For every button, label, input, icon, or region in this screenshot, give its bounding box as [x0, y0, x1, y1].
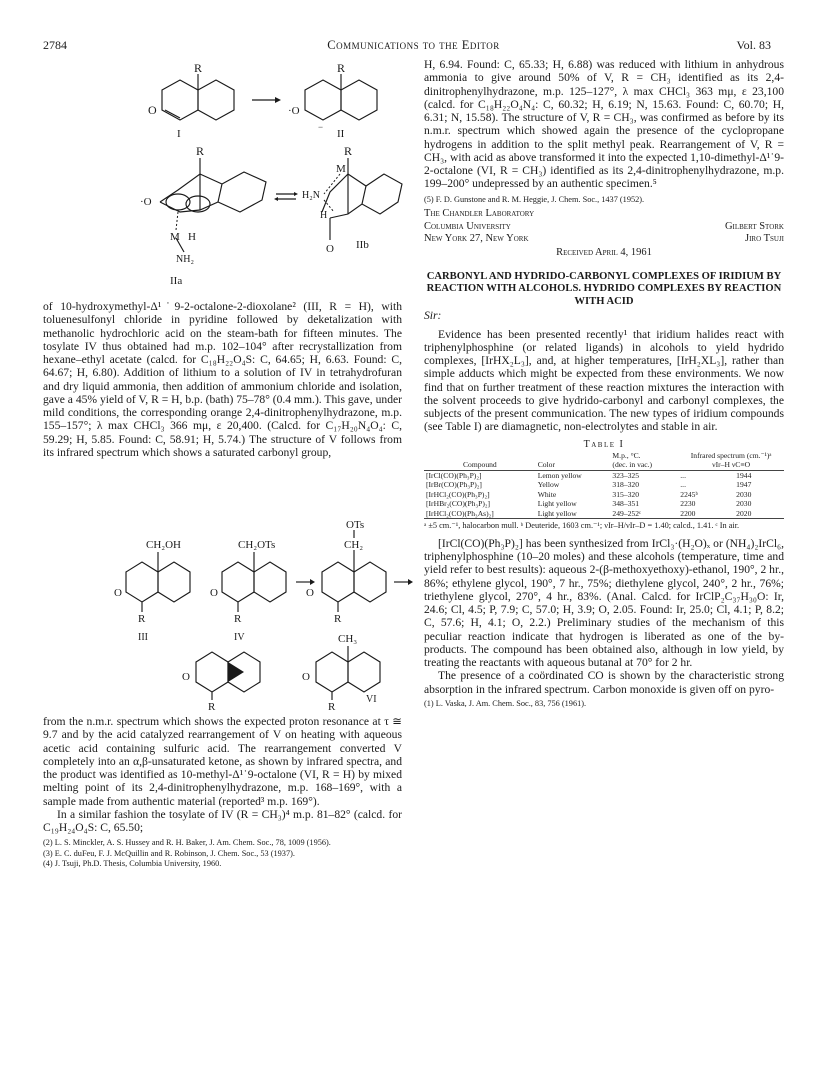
author-name: Gilbert Stork	[724, 220, 784, 232]
arrow-right-icon	[394, 579, 413, 585]
label-CH2OH: CH₂OH	[146, 539, 182, 551]
left-column	[43, 300, 402, 459]
scheme-mid	[110, 519, 410, 713]
col-compound: Compound	[462, 460, 497, 470]
structure-IIb	[302, 144, 402, 255]
footnote-4: (4) J. Tsuji, Ph.D. Thesis, Columbia University, 1960.	[43, 859, 222, 869]
article-title: CARBONYL AND HYDRIDO-CARBONYL COMPLEXES OF IRIDIUM BY REACTION WITH ALCOHOLS. HYDRIDO COMPLEXES BY REACTION WITH ACID	[426, 270, 782, 307]
label-VI: VI	[366, 694, 377, 705]
label-M: M	[170, 231, 180, 243]
label-III: III	[138, 632, 148, 643]
label-O: O	[326, 243, 334, 255]
label-R: R	[194, 61, 203, 75]
scheme-top	[140, 62, 400, 292]
paragraph: [IrCl(CO)(Ph₃P)₂] has been synthesized from IrCl₃·(H₂O)ₓ or (NH₄)₂IrCl₆, triphenylphosphine (10–20 moles) and these alcohols (temperature, time and yield refer to best results): aqueous 2-(β-methoxyethoxy)-ethanol, 190°, 2 hr., 86%; ethylene glycol, 190°, 7 hr., 75%; diethylene glycol, 240°, 2 hr., 76%; triethylene glycol, 270°, 4 hr., 83%. (Anal. Calcd. for IrClP₂C₃₇H₃₀O: Ir, 24.6; Cl, 4.5; P, 7.9; C, 57.0; H, 3.9; O, 2.05. Found: Ir, 25.0; Cl, 4.1; P, 8.2; C, 57.6; H, 4.1; O, 2.2.) Preliminary studies of the mechanism of this peculiar reaction indicate that hydrogen is liberated as one of the by-products. The compound has been obtained also, although in low yield, by treating the reactants with aqueous butanal at 70° for 2 hr.	[424, 536, 784, 669]
table-row: [IrCl(CO)(Ph₃P)₂] Lemon yellow 323–325 ... 1944	[426, 470, 752, 480]
structure-V	[182, 652, 260, 713]
arrow-right-icon	[252, 97, 281, 103]
salutation: Sir:	[424, 309, 442, 323]
address-block	[424, 233, 784, 246]
received-date: Received April 4, 1961	[556, 246, 652, 258]
label-O: O	[148, 103, 157, 117]
label-H: H	[320, 210, 328, 221]
table-row: [IrBr(CO)(Ph₃P)₂] Yellow 318–320 ... 1947	[426, 480, 752, 490]
data-table	[424, 451, 784, 520]
page-number: 2784	[43, 38, 67, 52]
label-R: R	[337, 61, 346, 75]
label-IIa: IIa	[170, 275, 183, 287]
structure-III	[114, 539, 190, 643]
label-I: I	[177, 128, 181, 140]
volume-label: Vol. 83	[736, 38, 771, 52]
label-CH2OTs: CH₂OTs	[238, 539, 276, 551]
city-name: New York 27, New York	[424, 233, 529, 244]
label-R: R	[334, 613, 342, 625]
lab-name: The Chandler Laboratory	[424, 208, 535, 219]
paragraph: of 10-hydroxymethyl-Δ¹˙9-2-octalone-2-dioxolane² (III, R = H), with toluenesulfonyl chloride in pyridine followed by deketalization with methanolic hydrochloric acid on the steam-bath for fifteen minutes. The tosylate IV thus obtained had m.p. 102–104° after recrystallization from hexane–ethyl acetate (calcd. for C₁₈H₂₂O₄S: C, 64.65; H, 6.63. Found: C, 64.67; H, 6.80). Addition of lithium to a solution of IV in tetrahydrofuran and dry liquid ammonia, then addition of ammonium chloride and isolation, gave a 45% yield of V, R = H, b.p. (bath) 75–78° (0.4 mm.). This gave, under mild conditions, the corresponding orange 2,4-dinitrophenylhydrazone, m.p. 155–157°; λ max CHCl₃ 366 mμ, ε 20,400. (Calcd. for C₁₇H₂₀N₄O₄: C, 59.29; H, 5.85. Found: C, 58.91; H, 5.74.) The structure of V follows from its infrared spectrum which shows a saturated carbonyl group,	[43, 300, 402, 459]
structure-IV-anion	[306, 519, 386, 625]
left-column-continued	[43, 715, 402, 870]
label-CH2: CH₂	[344, 539, 364, 551]
label-CH3: CH₃	[338, 633, 358, 645]
label-R: R	[196, 144, 205, 158]
structure-IV	[210, 539, 286, 643]
label-O: O	[182, 671, 190, 683]
footnote-5: (5) F. D. Gunstone and R. M. Heggie, J. Chem. Soc., 1437 (1952).	[424, 194, 645, 204]
right-column	[424, 58, 784, 709]
address-block	[424, 221, 784, 234]
col-ir: Infrared spectrum (cm.⁻¹)ᵃ νIr–H νC≡O	[690, 450, 772, 470]
paragraph: H, 6.94. Found: C, 65.33; H, 6.88) was reduced with lithium in anhydrous ammonia to give around 50% of V, R = CH₃ identified as its 2,4-dinitrophenylhydrazone, m.p. 125–127°, λ max CHCl₃ 363 mμ, ε 23,100 (calcd. for C₁₈H₂₂O₄N₄: C, 60.32; H, 6.19; N, 15.63. Found: C, 60.70; H, 6.31; N, 15.58). The structure of V, R = CH₃, was confirmed as before by its n.m.r. spectrum which showed again the presence of the cyclopropane hydrogens in addition to the split methyl peak. Rearrangement of V, R = CH₃, with acid as above transformed it into the expected 1,10-dimethyl-Δ¹˙9-2-octalone (VI, R = CH₃) identified as its 2,4-dinitrophenylhydrazone, m.p. 199–200° undepressed by an authentic specimen.⁵	[424, 58, 784, 191]
label-O-radical: ·O	[288, 105, 300, 117]
structure-VI	[302, 633, 380, 713]
label-H: H	[188, 231, 196, 243]
paragraph: Evidence has been presented recently¹ that iridium halides react with triphenylphosphine (or related ligands) in alcohols to yield hydrido complexes, [IrHX₂L₃], and, at higher temperatures, [IrH₂XL₃], rather than simple adducts which might be expected from these environments. We now find that on further treatment of these reaction mixtures the interaction with the solvent proceeds to give hydrido-carbonyl and carbonyl complexes, the subjects of the present communication. The new types of iridium compounds (see Table I) are diamagnetic, non-electrolytes and stable in air.	[424, 327, 784, 434]
label-O: O	[210, 587, 218, 599]
table-row: [IrHBr₂(CO)(Ph₃P)₂] Light yellow 348–351 2230 2030	[426, 499, 752, 509]
table-caption: Table I	[583, 438, 625, 450]
structure-IIa	[140, 144, 266, 287]
address-block	[424, 208, 784, 221]
table-header	[424, 451, 784, 471]
label-O-radical: ·O	[140, 196, 152, 208]
paragraph: In a similar fashion the tosylate of IV (R = CH₃)⁴ m.p. 81–82° (calcd. for C₁₉H₂₄O₄S: C, 65.50;	[43, 807, 402, 834]
label-OTs: OTs	[346, 519, 365, 531]
label-R: R	[208, 701, 216, 713]
label-IV: IV	[234, 632, 245, 643]
table-row: [IrHCl₂(CO)(Ph₃As)₂] Light yellow 249–252ᶜ 2200 2020	[424, 509, 784, 519]
label-R: R	[328, 701, 336, 713]
table-row: [IrHCl₂(CO)(Ph₃P)₂] White 315–320 2245ᵇ 2030	[426, 489, 752, 499]
footnote-1: (1) L. Vaska, J. Am. Chem. Soc., 83, 756 (1961).	[424, 698, 587, 708]
paragraph: The presence of a coördinated CO is shown by the characteristic strong absorption in the infrared spectrum. Carbon monoxide is given off on pyro-	[424, 669, 784, 696]
university-name: Columbia University	[424, 220, 511, 232]
label-O: O	[302, 671, 310, 683]
col-mp: M.p., °C. (dec. in vac.)	[612, 450, 653, 470]
label-O: O	[114, 587, 122, 599]
arrow-right-icon	[296, 579, 315, 585]
paragraph: from the n.m.r. spectrum which shows the expected proton resonance at τ ≅ 9.7 and by the acid catalyzed rearrangement of V on heating with aqueous acetic acid containing sulfuric acid. The rearrangement converted V completely into an α,β-unsaturated ketone, as shown by infrared spectra, and the product was identified as 10-methyl-Δ¹˙9-octalone (VI, R = H) by mixed melting point of its 2,4-dinitrophenylhydrazone, m.p. 168–169°, with a sample made from authentic material (reported³ m.p. 169°).	[43, 715, 402, 808]
footnote-3: (3) E. C. duFeu, F. J. McQuillin and R. Robinson, J. Chem. Soc., 53 (1937).	[43, 848, 295, 858]
running-title: Communications to the Editor	[327, 38, 500, 52]
label-NH2: NH₂	[176, 254, 194, 265]
label-IIb: IIb	[356, 239, 369, 251]
label-O: O	[306, 587, 314, 599]
equilibrium-arrows-icon	[274, 192, 298, 201]
structure-I	[148, 61, 234, 140]
label-R: R	[138, 613, 146, 625]
author-name: Jiro Tsuji	[745, 233, 784, 244]
label-H2N: H₂N	[302, 190, 320, 201]
label-II: II	[337, 128, 345, 140]
structure-II	[288, 61, 377, 140]
footnote-2: (2) L. S. Minckler, A. S. Hussey and R. H. Baker, J. Am. Chem. Soc., 78, 1009 (1956).	[43, 838, 331, 848]
label-M: M	[336, 163, 346, 175]
table-note: ᵃ ±5 cm.⁻¹, halocarbon mull. ᵇ Deuteride, 1603 cm.⁻¹; νIr–H/νIr–D = 1.40; calcd., 1.41. ᶜ In air.	[424, 521, 740, 531]
label-R: R	[344, 144, 353, 158]
svg-text:−: −	[318, 122, 324, 132]
label-R: R	[234, 613, 242, 625]
col-color: Color	[537, 460, 555, 470]
